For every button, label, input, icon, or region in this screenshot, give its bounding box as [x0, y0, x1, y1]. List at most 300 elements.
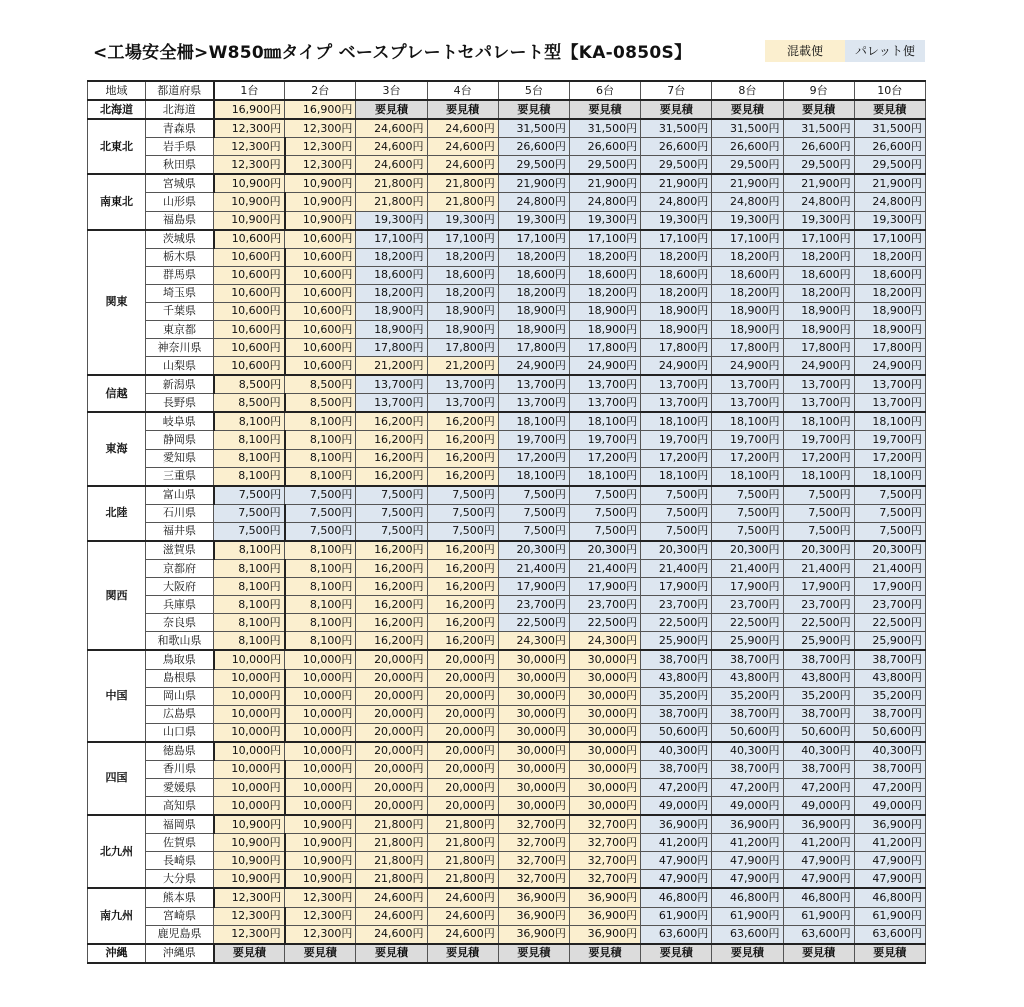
price-cell: 8,100円 — [285, 632, 356, 651]
price-cell: 18,900円 — [712, 302, 783, 320]
prefecture-cell: 大分県 — [146, 870, 214, 889]
price-cell: 43,800円 — [783, 669, 854, 687]
price-cell: 47,900円 — [712, 852, 783, 870]
price-cell: 7,500円 — [569, 504, 640, 522]
price-cell: 18,600円 — [569, 266, 640, 284]
price-cell: 19,300円 — [356, 211, 427, 230]
region-cell: 北海道 — [88, 100, 146, 119]
price-cell: 10,900円 — [214, 852, 285, 870]
price-cell: 30,000円 — [498, 669, 569, 687]
price-cell: 10,600円 — [214, 230, 285, 249]
price-cell: 8,500円 — [285, 394, 356, 413]
price-cell: 18,200円 — [783, 248, 854, 266]
price-cell: 30,000円 — [569, 669, 640, 687]
price-cell: 36,900円 — [641, 815, 712, 834]
price-cell: 10,900円 — [214, 174, 285, 193]
price-cell: 49,000円 — [712, 797, 783, 816]
price-cell: 17,200円 — [641, 449, 712, 467]
price-cell: 10,000円 — [214, 742, 285, 761]
price-cell: 47,900円 — [783, 870, 854, 889]
price-cell: 要見積 — [498, 100, 569, 119]
price-cell: 要見積 — [783, 100, 854, 119]
price-cell: 10,600円 — [214, 266, 285, 284]
price-cell: 17,800円 — [569, 339, 640, 357]
price-cell: 8,500円 — [285, 375, 356, 394]
region-cell: 信越 — [88, 375, 146, 412]
price-cell: 24,600円 — [356, 888, 427, 907]
price-cell: 31,500円 — [854, 119, 925, 138]
price-cell: 18,200円 — [498, 284, 569, 302]
price-cell: 24,900円 — [641, 357, 712, 376]
price-cell: 19,700円 — [498, 431, 569, 449]
price-cell: 要見積 — [356, 944, 427, 963]
price-cell: 18,200円 — [641, 248, 712, 266]
price-cell: 63,600円 — [783, 925, 854, 944]
price-cell: 38,700円 — [641, 705, 712, 723]
price-cell: 46,800円 — [854, 888, 925, 907]
column-header: 1台 — [214, 81, 285, 100]
price-cell: 16,200円 — [356, 560, 427, 578]
prefecture-cell: 富山県 — [146, 486, 214, 505]
price-cell: 61,900円 — [712, 907, 783, 925]
price-cell: 8,100円 — [214, 614, 285, 632]
price-cell: 30,000円 — [498, 760, 569, 778]
price-cell: 36,900円 — [498, 925, 569, 944]
price-cell: 7,500円 — [854, 486, 925, 505]
price-cell: 18,200円 — [854, 284, 925, 302]
price-cell: 17,200円 — [569, 449, 640, 467]
price-cell: 7,500円 — [712, 504, 783, 522]
price-cell: 24,300円 — [569, 632, 640, 651]
price-cell: 23,700円 — [498, 596, 569, 614]
price-cell: 18,900円 — [641, 321, 712, 339]
price-cell: 要見積 — [427, 944, 498, 963]
table-row — [88, 412, 926, 431]
price-cell: 19,700円 — [783, 431, 854, 449]
table-row — [88, 578, 926, 596]
price-cell: 20,300円 — [641, 541, 712, 560]
price-cell: 19,300円 — [427, 211, 498, 230]
table-row — [88, 742, 926, 761]
price-cell: 17,900円 — [783, 578, 854, 596]
price-cell: 18,600円 — [712, 266, 783, 284]
table-row — [88, 357, 926, 376]
price-cell: 18,100円 — [641, 412, 712, 431]
price-cell: 47,900円 — [641, 852, 712, 870]
price-cell: 18,600円 — [783, 266, 854, 284]
price-cell: 18,200円 — [783, 284, 854, 302]
price-cell: 7,500円 — [712, 522, 783, 541]
price-cell: 8,100円 — [285, 541, 356, 560]
table-row — [88, 302, 926, 320]
prefecture-cell: 徳島県 — [146, 742, 214, 761]
price-cell: 26,600円 — [498, 138, 569, 156]
price-cell: 7,500円 — [641, 486, 712, 505]
price-cell: 8,100円 — [285, 449, 356, 467]
price-cell: 12,300円 — [285, 925, 356, 944]
price-cell: 8,100円 — [214, 467, 285, 486]
prefecture-cell: 広島県 — [146, 705, 214, 723]
region-cell: 南九州 — [88, 888, 146, 943]
price-cell: 10,600円 — [214, 302, 285, 320]
price-cell: 12,300円 — [285, 907, 356, 925]
price-cell: 40,300円 — [712, 742, 783, 761]
price-cell: 47,900円 — [854, 870, 925, 889]
price-cell: 8,100円 — [285, 431, 356, 449]
price-cell: 7,500円 — [641, 504, 712, 522]
price-cell: 16,200円 — [427, 412, 498, 431]
prefecture-cell: 北海道 — [146, 100, 214, 119]
table-row — [88, 138, 926, 156]
price-cell: 10,900円 — [214, 211, 285, 230]
price-cell: 63,600円 — [712, 925, 783, 944]
price-cell: 21,800円 — [356, 852, 427, 870]
price-cell: 47,200円 — [854, 778, 925, 796]
price-cell: 21,800円 — [356, 870, 427, 889]
price-cell: 8,100円 — [285, 596, 356, 614]
table-row — [88, 650, 926, 669]
price-cell: 16,200円 — [427, 578, 498, 596]
prefecture-cell: 和歌山県 — [146, 632, 214, 651]
price-cell: 20,000円 — [427, 723, 498, 742]
price-cell: 10,000円 — [285, 778, 356, 796]
prefecture-cell: 長崎県 — [146, 852, 214, 870]
price-cell: 21,800円 — [356, 834, 427, 852]
price-cell: 32,700円 — [498, 870, 569, 889]
price-cell: 18,100円 — [712, 467, 783, 486]
price-cell: 10,900円 — [285, 852, 356, 870]
prefecture-cell: 山形県 — [146, 193, 214, 211]
region-cell: 北陸 — [88, 486, 146, 541]
price-cell: 30,000円 — [498, 723, 569, 742]
price-cell: 10,000円 — [285, 705, 356, 723]
table-row — [88, 193, 926, 211]
price-cell: 10,900円 — [285, 870, 356, 889]
price-cell: 20,000円 — [427, 669, 498, 687]
price-cell: 7,500円 — [569, 486, 640, 505]
prefecture-cell: 香川県 — [146, 760, 214, 778]
column-header: 3台 — [356, 81, 427, 100]
price-cell: 10,900円 — [214, 815, 285, 834]
price-cell: 13,700円 — [783, 375, 854, 394]
price-cell: 10,000円 — [214, 797, 285, 816]
price-cell: 13,700円 — [712, 394, 783, 413]
price-cell: 30,000円 — [569, 797, 640, 816]
prefecture-cell: 熊本県 — [146, 888, 214, 907]
column-header: 4台 — [427, 81, 498, 100]
price-cell: 18,600円 — [427, 266, 498, 284]
prefecture-cell: 宮崎県 — [146, 907, 214, 925]
price-cell: 16,200円 — [356, 614, 427, 632]
price-cell: 7,500円 — [783, 522, 854, 541]
price-cell: 18,900円 — [783, 302, 854, 320]
price-cell: 10,000円 — [285, 669, 356, 687]
price-cell: 24,900円 — [783, 357, 854, 376]
price-cell: 25,900円 — [641, 632, 712, 651]
table-row — [88, 907, 926, 925]
price-cell: 25,900円 — [783, 632, 854, 651]
price-cell: 30,000円 — [569, 742, 640, 761]
price-cell: 47,900円 — [712, 870, 783, 889]
price-cell: 41,200円 — [712, 834, 783, 852]
price-cell: 18,200円 — [641, 284, 712, 302]
price-cell: 18,100円 — [783, 467, 854, 486]
prefecture-cell: 沖縄県 — [146, 944, 214, 963]
price-cell: 18,600円 — [356, 266, 427, 284]
price-cell: 7,500円 — [854, 504, 925, 522]
price-cell: 20,000円 — [356, 797, 427, 816]
price-cell: 20,000円 — [427, 687, 498, 705]
price-cell: 36,900円 — [569, 907, 640, 925]
price-cell: 24,600円 — [356, 907, 427, 925]
table-row — [88, 870, 926, 889]
prefecture-cell: 三重県 — [146, 467, 214, 486]
price-cell: 20,300円 — [854, 541, 925, 560]
price-cell: 17,800円 — [641, 339, 712, 357]
price-cell: 18,900円 — [427, 302, 498, 320]
price-cell: 7,500円 — [285, 486, 356, 505]
price-cell: 要見積 — [285, 944, 356, 963]
price-cell: 30,000円 — [569, 760, 640, 778]
price-cell: 32,700円 — [569, 834, 640, 852]
price-cell: 13,700円 — [427, 394, 498, 413]
prefecture-cell: 山口県 — [146, 723, 214, 742]
price-cell: 12,300円 — [285, 888, 356, 907]
price-cell: 13,700円 — [569, 375, 640, 394]
price-cell: 50,600円 — [712, 723, 783, 742]
price-cell: 18,100円 — [783, 412, 854, 431]
price-cell: 10,600円 — [285, 248, 356, 266]
price-cell: 要見積 — [214, 944, 285, 963]
price-cell: 13,700円 — [783, 394, 854, 413]
price-cell: 10,000円 — [214, 650, 285, 669]
price-cell: 24,600円 — [427, 156, 498, 175]
price-cell: 16,200円 — [427, 541, 498, 560]
price-cell: 38,700円 — [712, 650, 783, 669]
prefecture-cell: 福井県 — [146, 522, 214, 541]
prefecture-cell: 鳥取県 — [146, 650, 214, 669]
price-cell: 要見積 — [712, 100, 783, 119]
price-cell: 40,300円 — [641, 742, 712, 761]
prefecture-cell: 長野県 — [146, 394, 214, 413]
price-cell: 20,000円 — [427, 742, 498, 761]
price-cell: 32,700円 — [498, 852, 569, 870]
price-cell: 16,200円 — [356, 467, 427, 486]
prefecture-cell: 鹿児島県 — [146, 925, 214, 944]
region-cell: 北九州 — [88, 815, 146, 888]
price-cell: 13,700円 — [427, 375, 498, 394]
price-cell: 24,600円 — [356, 925, 427, 944]
price-cell: 20,000円 — [356, 687, 427, 705]
price-cell: 31,500円 — [712, 119, 783, 138]
price-cell: 17,800円 — [356, 339, 427, 357]
price-cell: 24,600円 — [427, 907, 498, 925]
price-cell: 32,700円 — [569, 852, 640, 870]
price-cell: 31,500円 — [569, 119, 640, 138]
table-row — [88, 100, 926, 119]
price-cell: 38,700円 — [641, 760, 712, 778]
price-cell: 7,500円 — [285, 504, 356, 522]
price-cell: 29,500円 — [498, 156, 569, 175]
price-cell: 16,200円 — [356, 541, 427, 560]
table-row — [88, 119, 926, 138]
page-title: <工場安全柵>W850㎜タイプ ベースプレートセパレート型【KA-0850S】 — [93, 43, 692, 63]
price-cell: 16,200円 — [356, 578, 427, 596]
price-cell: 35,200円 — [783, 687, 854, 705]
price-cell: 18,200円 — [712, 284, 783, 302]
price-cell: 8,100円 — [214, 541, 285, 560]
prefecture-cell: 山梨県 — [146, 357, 214, 376]
price-cell: 要見積 — [854, 944, 925, 963]
price-cell: 20,000円 — [427, 760, 498, 778]
price-cell: 16,900円 — [285, 100, 356, 119]
price-cell: 24,600円 — [356, 156, 427, 175]
price-cell: 20,300円 — [498, 541, 569, 560]
column-header: 2台 — [285, 81, 356, 100]
price-cell: 21,800円 — [427, 852, 498, 870]
price-cell: 10,600円 — [214, 339, 285, 357]
price-cell: 38,700円 — [783, 650, 854, 669]
price-cell: 18,200円 — [356, 284, 427, 302]
price-cell: 19,700円 — [712, 431, 783, 449]
table-row — [88, 248, 926, 266]
column-header: 6台 — [569, 81, 640, 100]
price-cell: 30,000円 — [569, 687, 640, 705]
price-cell: 7,500円 — [356, 522, 427, 541]
price-cell: 12,300円 — [214, 888, 285, 907]
price-cell: 8,100円 — [214, 578, 285, 596]
price-cell: 21,400円 — [498, 560, 569, 578]
price-cell: 21,900円 — [641, 174, 712, 193]
price-cell: 30,000円 — [498, 705, 569, 723]
price-cell: 35,200円 — [641, 687, 712, 705]
price-cell: 要見積 — [427, 100, 498, 119]
price-cell: 63,600円 — [854, 925, 925, 944]
prefecture-cell: 群馬県 — [146, 266, 214, 284]
price-cell: 10,600円 — [214, 284, 285, 302]
price-cell: 18,900円 — [427, 321, 498, 339]
price-cell: 24,800円 — [569, 193, 640, 211]
prefecture-cell: 岐阜県 — [146, 412, 214, 431]
price-cell: 31,500円 — [783, 119, 854, 138]
price-cell: 38,700円 — [712, 760, 783, 778]
price-cell: 21,400円 — [783, 560, 854, 578]
prefecture-cell: 愛知県 — [146, 449, 214, 467]
column-header: 10台 — [854, 81, 925, 100]
price-cell: 38,700円 — [854, 760, 925, 778]
price-cell: 要見積 — [712, 944, 783, 963]
column-header: 9台 — [783, 81, 854, 100]
price-cell: 8,100円 — [214, 449, 285, 467]
price-cell: 18,100円 — [641, 467, 712, 486]
price-cell: 26,600円 — [712, 138, 783, 156]
price-cell: 18,900円 — [712, 321, 783, 339]
region-cell: 関東 — [88, 230, 146, 376]
table-row — [88, 760, 926, 778]
price-cell: 要見積 — [498, 944, 569, 963]
table-row — [88, 614, 926, 632]
price-cell: 46,800円 — [641, 888, 712, 907]
price-cell: 21,900円 — [498, 174, 569, 193]
price-cell: 29,500円 — [641, 156, 712, 175]
price-cell: 18,900円 — [783, 321, 854, 339]
price-cell: 18,100円 — [498, 412, 569, 431]
price-cell: 16,200円 — [427, 596, 498, 614]
price-cell: 30,000円 — [498, 742, 569, 761]
shipping-price-table — [87, 80, 926, 964]
price-cell: 35,200円 — [712, 687, 783, 705]
price-cell: 30,000円 — [498, 650, 569, 669]
price-cell: 13,700円 — [712, 375, 783, 394]
prefecture-cell: 神奈川県 — [146, 339, 214, 357]
price-cell: 29,500円 — [854, 156, 925, 175]
price-cell: 7,500円 — [641, 522, 712, 541]
price-cell: 24,900円 — [712, 357, 783, 376]
price-cell: 36,900円 — [783, 815, 854, 834]
prefecture-cell: 東京都 — [146, 321, 214, 339]
price-cell: 7,500円 — [498, 504, 569, 522]
price-cell: 10,000円 — [214, 760, 285, 778]
price-cell: 10,000円 — [214, 705, 285, 723]
price-cell: 10,900円 — [285, 834, 356, 852]
price-cell: 18,900円 — [356, 321, 427, 339]
price-cell: 20,000円 — [427, 705, 498, 723]
price-cell: 18,200円 — [712, 248, 783, 266]
price-cell: 18,200円 — [498, 248, 569, 266]
price-cell: 18,600円 — [854, 266, 925, 284]
price-cell: 21,800円 — [356, 193, 427, 211]
price-cell: 21,900円 — [854, 174, 925, 193]
price-cell: 24,600円 — [427, 138, 498, 156]
price-cell: 17,100円 — [783, 230, 854, 249]
price-cell: 13,700円 — [569, 394, 640, 413]
price-cell: 23,700円 — [712, 596, 783, 614]
price-cell: 17,200円 — [783, 449, 854, 467]
price-cell: 31,500円 — [641, 119, 712, 138]
table-row — [88, 888, 926, 907]
price-cell: 21,900円 — [783, 174, 854, 193]
price-cell: 18,100円 — [498, 467, 569, 486]
prefecture-cell: 岩手県 — [146, 138, 214, 156]
price-cell: 36,900円 — [854, 815, 925, 834]
prefecture-cell: 石川県 — [146, 504, 214, 522]
column-header: 7台 — [641, 81, 712, 100]
price-cell: 7,500円 — [569, 522, 640, 541]
price-cell: 36,900円 — [569, 888, 640, 907]
price-cell: 23,700円 — [854, 596, 925, 614]
price-cell: 36,900円 — [498, 888, 569, 907]
price-cell: 24,600円 — [356, 138, 427, 156]
price-cell: 10,000円 — [285, 650, 356, 669]
table-row — [88, 596, 926, 614]
price-cell: 18,100円 — [854, 467, 925, 486]
table-row — [88, 723, 926, 742]
price-cell: 17,100円 — [854, 230, 925, 249]
price-cell: 21,200円 — [356, 357, 427, 376]
price-cell: 18,900円 — [569, 321, 640, 339]
price-cell: 22,500円 — [854, 614, 925, 632]
column-header: 8台 — [712, 81, 783, 100]
price-cell: 22,500円 — [641, 614, 712, 632]
price-cell: 16,200円 — [427, 560, 498, 578]
table-row — [88, 504, 926, 522]
price-cell: 18,200円 — [356, 248, 427, 266]
price-cell: 47,200円 — [783, 778, 854, 796]
price-cell: 50,600円 — [641, 723, 712, 742]
price-cell: 17,800円 — [854, 339, 925, 357]
price-cell: 38,700円 — [641, 650, 712, 669]
price-cell: 24,800円 — [854, 193, 925, 211]
